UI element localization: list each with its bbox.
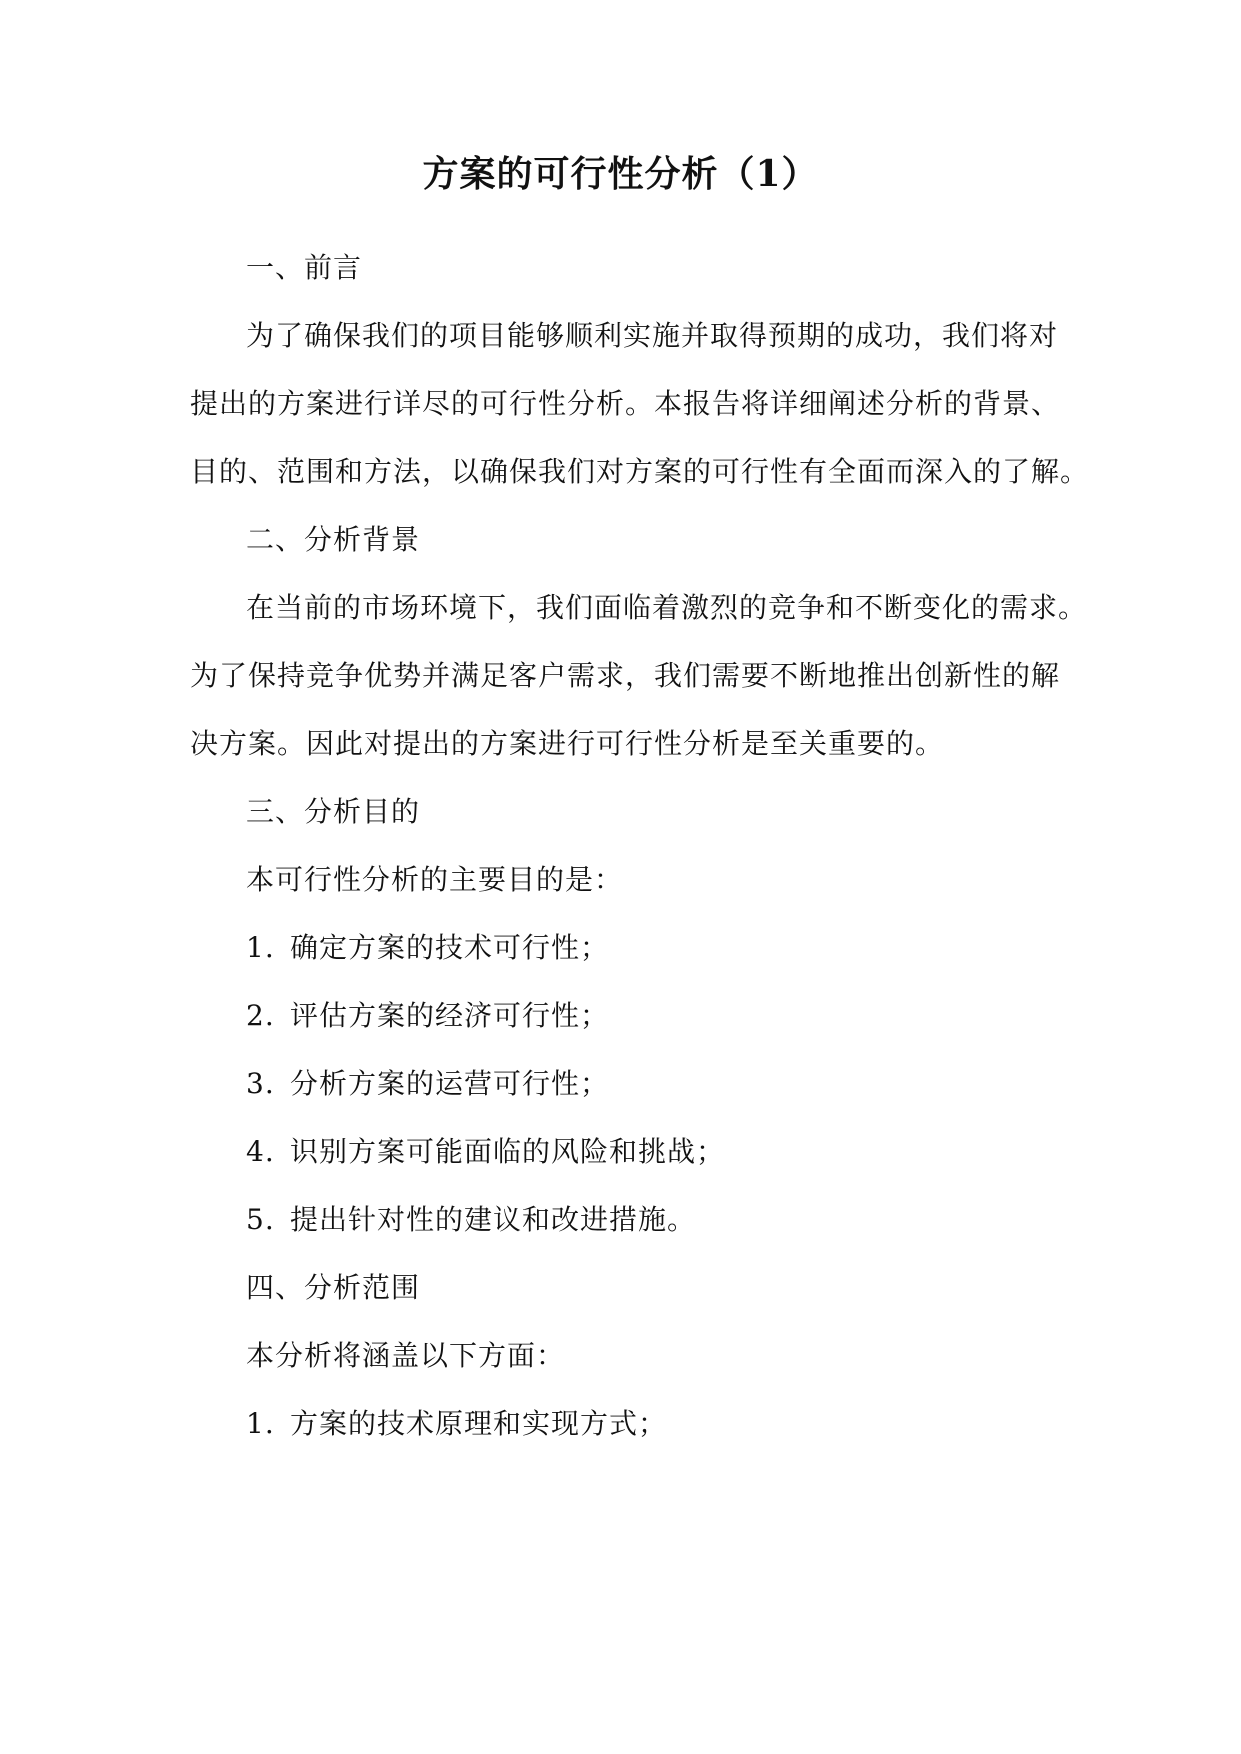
list-item-number: 1.	[246, 1407, 275, 1440]
paragraph-background-line-2: 为了保持竞争优势并满足客户需求，我们需要不断地推出创新性的解	[190, 659, 1061, 692]
section-heading-background: 二、分析背景	[246, 523, 421, 556]
paragraph-background-line-1: 在当前的市场环境下，我们面临着激烈的竞争和不断变化的需求。	[246, 591, 1088, 624]
list-item-text: 方案的技术原理和实现方式；	[290, 1407, 668, 1440]
list-item-number: 3.	[246, 1067, 275, 1100]
paragraph-preface-line-2: 提出的方案进行详尽的可行性分析。本报告将详细阐述分析的背景、	[190, 387, 1061, 420]
list-item-text: 识别方案可能面临的风险和挑战；	[290, 1135, 726, 1168]
document-title: 方案的可行性分析（1）	[422, 153, 819, 195]
list-item	[246, 996, 1146, 1036]
section-heading-purpose: 三、分析目的	[246, 795, 421, 828]
section-heading-preface: 一、前言	[246, 251, 363, 284]
list-item	[246, 1200, 1146, 1240]
paragraph-background-line-3: 决方案。因此对提出的方案进行可行性分析是至关重要的。	[190, 727, 945, 760]
section-heading-scope: 四、分析范围	[246, 1271, 421, 1304]
scope-intro: 本分析将涵盖以下方面：	[246, 1339, 566, 1372]
list-item-number: 4.	[246, 1135, 275, 1168]
purpose-intro: 本可行性分析的主要目的是：	[246, 863, 624, 896]
list-item	[246, 1132, 1146, 1172]
list-item-text: 确定方案的技术可行性；	[290, 931, 610, 964]
list-item	[246, 1064, 1146, 1104]
list-item-number: 1.	[246, 931, 275, 964]
list-item-number: 5.	[246, 1203, 275, 1236]
list-item-text: 评估方案的经济可行性；	[290, 999, 610, 1032]
list-item-text: 提出针对性的建议和改进措施。	[290, 1203, 697, 1236]
list-item-text: 分析方案的运营可行性；	[290, 1067, 610, 1100]
paragraph-preface-line-1: 为了确保我们的项目能够顺利实施并取得预期的成功，我们将对	[246, 319, 1059, 352]
list-item	[246, 1404, 1146, 1444]
list-item-number: 2.	[246, 999, 275, 1032]
paragraph-preface-line-3: 目的、范围和方法，以确保我们对方案的可行性有全面而深入的了解。	[190, 455, 1090, 488]
list-item	[246, 928, 1146, 968]
